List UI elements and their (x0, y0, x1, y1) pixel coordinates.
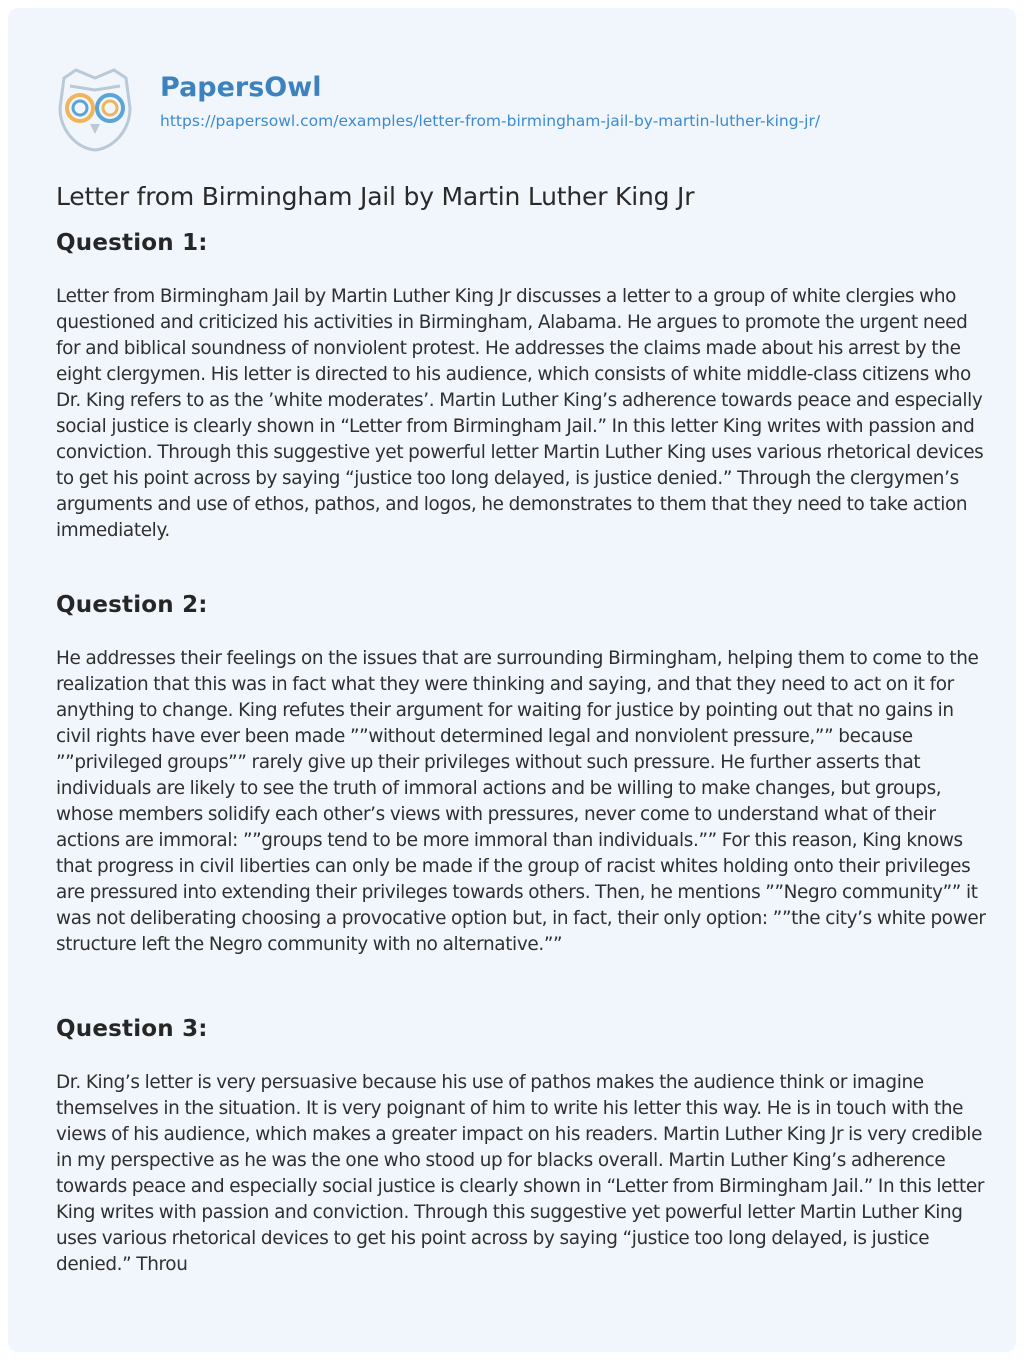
question-section-3 (56, 1016, 986, 1278)
question-body: Letter from Birmingham Jail by Martin Luther King Jr discusses a letter to a group of white clergies who questioned and criticized his activities in Birmingham, Alabama. He argues to promote the urgent need for and biblical soundness of nonviolent protest. He addresses the claims made about his arrest by the eight clergymen. His letter is directed to his audience, which consists of white middle-class citizens who Dr. King refers to as the ’white moderates’. Martin Luther King’s adherence towards peace and especially social justice is clearly shown in “Letter from Birmingham Jail.” In this letter King writes with passion and conviction. Through this suggestive yet powerful letter Martin Luther King uses various rhetorical devices to get his point across by saying “justice too long delayed, is justice denied.” Through the clergymen’s arguments and use of ethos, pathos, and logos, he demonstrates to them that they need to take action immediately. (56, 286, 984, 541)
question-heading: Question 1: (56, 230, 208, 256)
owl-logo-icon (56, 68, 134, 152)
question-body: Dr. King’s letter is very persuasive because his use of pathos makes the audience think or imagine themselves in the situation. It is very poignant of him to write his letter this way. He is in touch with the views of his audience, which makes a greater impact on his readers. Martin Luther King Jr is very credible in my perspective as he was the one who stood up for blacks overall. Martin Luther King’s adherence towards peace and especially social justice is clearly shown in “Letter from Birmingham Jail.” In this letter King writes with passion and conviction. Through this suggestive yet powerful letter Martin Luther King uses various rhetorical devices to get his point across by saying “justice too long delayed, is justice denied.” Throu (56, 1072, 985, 1275)
question-heading: Question 3: (56, 1016, 208, 1042)
question-section-1 (56, 230, 986, 544)
question-heading: Question 2: (56, 592, 208, 618)
brand-name[interactable]: PapersOwl (160, 72, 322, 103)
question-section-2 (56, 592, 986, 958)
question-body: He addresses their feelings on the issues that are surrounding Birmingham, helping them to come to the realization that this was in fact what they were thinking and saying, and that they need to act on it for anything to change. King refutes their argument for waiting for justice by pointing out that no gains in civil rights have ever been made ””without determined legal and nonviolent pressure,”” because ””privileged groups”” rarely give up their privileges without such pressure. He further asserts that individuals are likely to see the truth of immoral actions and be willing to make changes, but groups, whose members solidify each other’s views with pressures, never come to understand what of their actions are immoral: ””groups tend to be more immoral than individuals.”” For this reason, King knows that progress in civil liberties can only be made if the group of racist whites holding onto their privileges are pressured into extending their privileges towards others. Then, he mentions ””Negro community”” it was not deliberating choosing a provocative option but, in fact, their only option: ””the city’s white power structure left the Negro community with no alternative.”” (56, 648, 986, 955)
document-title: Letter from Birmingham Jail by Martin Luther King Jr (56, 182, 695, 211)
document-page (8, 8, 1016, 1352)
source-url[interactable]: https://papersowl.com/examples/letter-from-birmingham-jail-by-martin-luther-king-jr/ (160, 112, 821, 130)
